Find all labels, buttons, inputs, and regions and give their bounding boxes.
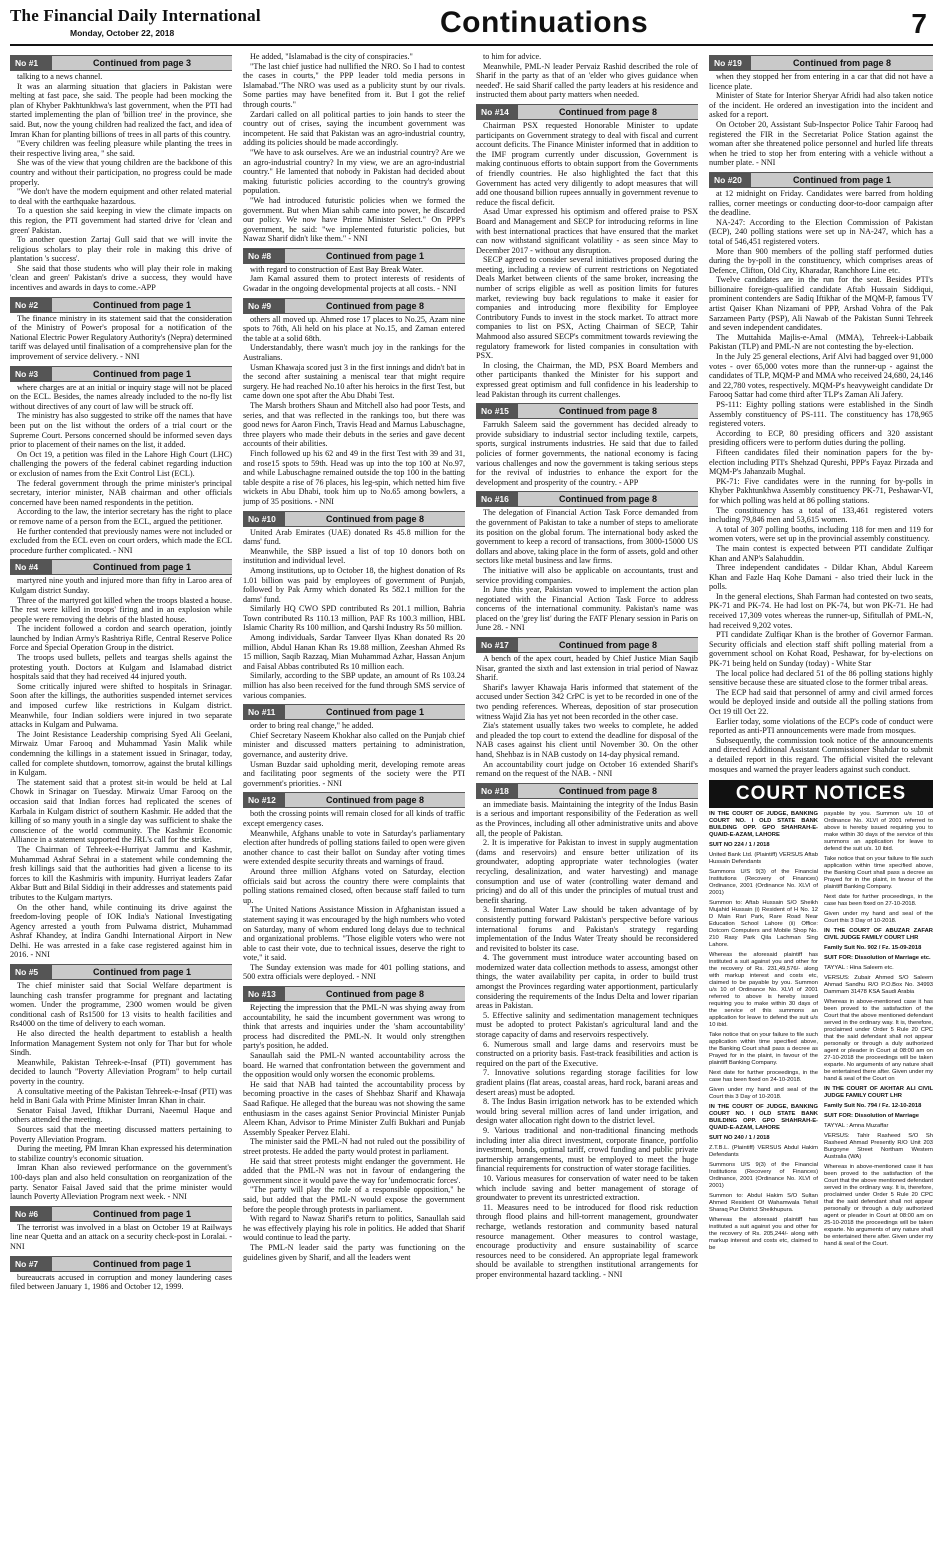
story-number-tag: No #8 [243, 249, 285, 263]
story-paragraph: The main contest is expected between PTI candidate Zulfiqar Khan and ANP's Salahuddin. [709, 543, 933, 563]
story-paragraph: The Sunday extension was made for 401 polling stations, and 500 extra officials were deployed. - NNI [243, 962, 465, 982]
court-notice-paragraph: Given under my hand and seal of the Court this 3 Day of 10-2018. [709, 1087, 818, 1101]
story-paragraph: He added, "Islamabad is the city of conspiracies." [250, 52, 413, 61]
story-paragraph: During the meeting, PM Imran Khan expressed his determination to stabilize country's economic situation. [10, 1144, 232, 1163]
story-header-bar [10, 1256, 232, 1272]
story-number-tag: No #1 [10, 56, 52, 70]
story-paragraph: Zardari called on all political parties to join hands to steer the country out of crises, saying the incumbent government was incompetent. He said that Pakistan was an agro-industrial country, adding its policies should be made accordingly. [243, 109, 465, 148]
story [10, 55, 232, 293]
story-paragraph: when they stopped her from entering in a car that did not have a licence plate. [709, 72, 933, 91]
court-notice-paragraph: Z.T.B.L. (Plaintiff) VERSUS Abdul Hakim Defendants [709, 1145, 818, 1159]
story-paragraph: 8. The Indus Basin irrigation network has to be extended which would bring several million acres of land under irrigation, and design water allocation right down to the district level. [476, 1097, 698, 1126]
continuation-heading: Continued from page 1 [92, 299, 191, 310]
story-paragraph: Similarly, according to the SBP update, an amount of Rs 103.24 million has also been received for the fund through SMS service of various companies. [243, 671, 465, 700]
story-paragraph: The incident followed a cordon and search operation, jointly launched by Indian Army's Rashtriya Rifle, Central Reserve Police Force and Special Operation Group in the district. [10, 624, 232, 653]
court-notice-paragraph: Next date for further proceedings, in the case has been fixed on 24-10-2018. [709, 1070, 818, 1084]
story-header-bar [476, 637, 698, 653]
court-notices [709, 780, 933, 1255]
story-paragraph: both the crossing points will remain closed for all kinds of traffic except emergency cases. [243, 809, 465, 828]
court-notice-paragraph: United Bank Ltd. (Plaintiff) VERSUS Aftab Hussain Defendants [709, 852, 818, 866]
story-paragraph: "The party will play the role of a responsible opposition," he said, but added that the PML-N would expose the government before the people through protests in parliament. [243, 1185, 465, 1214]
story-paragraph: Sources said that the meeting discussed matters pertaining to Poverty Alleviation Program. [10, 1124, 232, 1144]
story-paragraph: 7. Innovative solutions regarding storage facilities for low gradient plains (flat areas, coastal areas, hard rock, barani areas and desert areas) must be adopted. [476, 1068, 698, 1097]
story-paragraph: It was an alarming situation that glaciers in Pakistan were melting at fast pace, she said. The people had been mocking the plan of Khyber Pakhtunkhwa's last government, when the PTI had started implementing the plan of 'billion tree' in the province, she said. But, now the young children had realized the fact, and idea of Imran Khan for planting billions of trees in all parts of this country. [10, 81, 232, 139]
story-paragraph: 9. Various traditional and non-traditional financing methods including inter alia direct investment, corporate finance, portfolio investment, bonds, optimal tariff, crowd funding and public private partnership arrangements, must be employed to meet the huge financial requirements for construction of water storage facilities. [476, 1125, 698, 1174]
story-paragraph: 6. Numerous small and large dams and reservoirs must be constructed on a priority basis. Fast-track feasibilities and action is required on the part of the Executive. [476, 1039, 698, 1068]
continuation-heading: Continued from page 8 [558, 106, 657, 117]
story-paragraph: martyred nine youth and injured more than fifty in Laroo area of Kulgam district Sunday. [10, 576, 232, 595]
story [243, 511, 465, 701]
story-paragraph: Usman Buzdar said upholding merit, developing remote areas and facilitating poor segments of the society were the PTI government's priorities. - NNI [243, 759, 465, 788]
section-title: Continuations [440, 6, 649, 39]
story-paragraph: Three of the martyred got killed when the troops blasted a house. The rest were killed in troops' firing and in an explosion while people were removing the debris of the blasted house. [10, 595, 232, 624]
story-paragraph: The troops used bullets, pellets and teargas shells against the protesting youth. Doctors at Kulgam and Islamabad district hospitals said that they had received 44 injured youth. [10, 653, 232, 682]
story-paragraph: Farrukh Saleem said the government has decided already to provide subsidiary to industrial sector including textile, carpets, sports, surgical instruments industries. He said that due to failed policies of former governments, the national economy is facing various challenges and now the government is taking serious steps for the revival of industries to enhance the export for the development and prosperity of the country. - APP [476, 420, 698, 487]
story-paragraph: 3. International Water Law should be taken advantage of by consistently putting forward Pakistan's perspective before various international forums and Pakistan's strategy regarding implementation of the Indus Water Treaty should be reconsidered and revisited to bolster its case. [476, 905, 698, 953]
story-paragraph: The minister said the PML-N had not ruled out the possibility of street protests. He added the party would protest in parliament. [243, 1137, 465, 1156]
court-notice-paragraph: Summon to: Abdul Hakim S/O Sultan Ahmed Resident Of Wahamwala Tehsil Sharaq Pur District Sheikhupura. [709, 1193, 818, 1214]
story-paragraph: Among institutions, up to October 18, the highest donation of Rs 1.01 billion was paid by employees of government of Punjab, followed by Pak Army which donated Rs 582.1 million for the dams' fund. [243, 565, 465, 604]
story-number-tag: No #5 [10, 965, 52, 979]
story-paragraph: 4. The government must introduce water accounting based on modernized water data collection methods to assess, amongst other things, the water availability per capita, in order to build trust amongst the Provinces regarding water apportionment, particularly considering the requirements of the Indus Delta and lower riparian areas in Pakistan. [476, 953, 698, 1011]
story-paragraph: To a question she said keeping in view the climate impacts on this region, the PTI government had started drive for 'clean and green' Pakistan. [10, 206, 232, 235]
story-paragraph: "Every children was feeling pleasure while planting the trees in their respective living area, " she said. [10, 139, 232, 158]
story-header-bar [476, 403, 698, 419]
court-notices-right-column [824, 811, 933, 1255]
story [243, 248, 465, 294]
story-paragraph: Similarly HQ CWO SPD contributed Rs 201.1 million, Bahria Town contributed Rs 110.13 million, PAF Rs 100.3 million, HBL Islamic Charity Rs 100 million, and Qarshi Industry Rs 50 million. [243, 604, 465, 633]
story-paragraph: "We had introduced futuristic policies when we formed the government. But when Mian sahib came into power, he discarded our policy. We now have Prime Minister Select." On PPP's government, he said: "we implemented futuristic policies, but Nawaz Sharif didn't like them." - NNI [243, 195, 465, 244]
story-paragraph: The terrorist was involved in a blast on October 19 at Railways line near Quetta and an attack on a security check-post in Loralai. - NNI [10, 1222, 232, 1251]
continuation-heading: Continued from page 8 [325, 795, 424, 806]
story-paragraph: He said that street protests might endanger the government. He added that the PML-N was not in favour of endangering the government since it would pave the way for 'undemocratic forces'. [243, 1156, 465, 1185]
court-notice-paragraph: Family Suit No. 794 / Fz. 12-10-2018 [824, 1103, 922, 1110]
court-notice-paragraph: payable by you. Summon u/s 10 of Ordinance No. XLVI of 2001 referred to above is hereby issued requiring you to make within 30 days of the service of this summons an application for leave to defend the suit u/s. 10 ibid. [824, 811, 933, 853]
story-paragraph: at 12 midnight on Friday. Candidates were barred from holding rallies, corner meetings or conducting door-to-door campaign after the deadline. [709, 188, 933, 218]
story-paragraph: On October 20, Assistant Sub-Inspector Police Tahir Farooq had registered the FIR in the Secretariat Police Station against the woman after she threatened police personnel and hurled life threats when he tried to stop her from entering with a vehicle without a number plate. - NNI [709, 119, 933, 168]
story-paragraph: PTI candidate Zulfiqar Khan is the brother of Governor Farman. Security officials and election staff shift polling material from a government school on Kohat Road, Peshawar, for by-elections on PK-71 being held on Sunday (today) - White Star [709, 630, 933, 669]
story-paragraph: bureaucrats accused in corruption and money laundering cases filed between January 1, 1986 and October 12, 1999. [10, 1272, 232, 1292]
story-header-bar [10, 297, 232, 313]
story-paragraph: Sharif's lawyer Khawaja Haris informed that statement of the accused under Section 342 CrPC is yet to be recorded in one of the two pending references. Whereas, deposition of star prosecution witness Wajid Zia has yet not been recorded in the other case. [476, 682, 698, 721]
story-header-bar [10, 559, 232, 575]
story-paragraph: Zia's statement usually takes two weeks to complete, he added and pleaded the top court to extend the deadline for disposal of the NAB cases against his client until November 30. On the other hand, Shehbaz is in NAB custody on 14-day physical remand. [476, 721, 698, 759]
story-header-bar [476, 491, 698, 507]
court-notice-paragraph: Given under my hand and seal of the Court this 3 Day of 10-2018. [824, 911, 933, 925]
story [10, 366, 232, 556]
story [476, 783, 698, 1280]
story-paragraph: Subsequently, the commission took notice of the announcements and directed Additional Assistant Commissioner Shahdar to submit a detailed report in this regard. The official visited the relevant mosques and warned the prayer leaders against such conduct. [709, 735, 933, 774]
story-paragraph: He further contended that previously names were not included or excluded from the ECL even on court orders, which made the ECL procedure further complicated. - NNI [10, 526, 232, 555]
story [10, 964, 232, 1202]
story-paragraph: "We don't have the modern equipment and other related material to deal with the earthquake hazardous. [10, 187, 232, 206]
court-notice-paragraph: IN THE COURT OF JUDGE, BANKING COURT NO. I OLD STATE BANK BUILDING OPP. GPO SHAHRAH-E-QUAID-E-AZAM, LAHORE [709, 811, 818, 839]
court-notice-paragraph: Whereas in above-mentioned case it has been proved to the satisfaction of the Court that the above mentioned defendant served in the ordinary way. It is, therefore, proclaimed under Order 5 Rule 20 CPC that the said defendant shall not appear personally or through a duly authorized agent or pleader in Court at 08:00 am on 27-10-2018 the proceedings will be taken exparte. No arguments of any nature shall be entertained there after. Given under my hand & seal of the Court on [824, 999, 933, 1083]
story-header-bar [709, 55, 933, 71]
story [476, 104, 698, 399]
story [243, 298, 465, 507]
continuation-heading: Continued from page 8 [558, 640, 657, 651]
continuation-heading: Continued from page 1 [92, 967, 191, 978]
story-paragraph: Chairman PSX requested Honorable Minister to update participants on Government strategy to deal with fiscal and current account deficits. The Finance Minister informed that in addition to the IMF program currently under discussion, Government is making continuous efforts to obtain support from the Governments of friendly countries. He also highlighted the fact that this Government has acted very diligently to adopt measures that will add one thousand billion rupees annually in government revenue to reduce the fiscal deficit. [476, 120, 698, 207]
story [10, 559, 232, 960]
story-number-tag: No #15 [476, 404, 518, 418]
story-header-bar [10, 1206, 232, 1222]
court-notice-paragraph: VERSUS: Zubair Ahmed S/O Saleem Ahmad Sandhu R/O P.O.Box No. 34993 Dammam 31478 KSA Saudi Arabia [824, 975, 933, 996]
story-header-bar [243, 248, 465, 264]
story-number-tag: No #12 [243, 793, 285, 807]
story-number-tag: No #11 [243, 705, 285, 719]
story-paragraph: "The last chief justice had nullified the NRO. So I had to contest the cases in courts," the PPP leader told media persons in Islamabad."The NRO was used as a publicity stunt by our rivals. Some parties may have benefited from it. But I got the relief through courts." [243, 61, 465, 109]
story-paragraph: Usman Khawaja scored just 3 in the first innings and didn't bat in the second after sustaining a meniscal tear that might require surgery. He had reached No.10 after his heroics in the first Test, but came down one spot after the Abu Dhabi Test. [243, 362, 465, 401]
story-number-tag: No #2 [10, 298, 52, 312]
story-header-bar [476, 783, 698, 799]
story-paragraph: PS-111: Eighty polling stations were established in the Sindh Assembly constituency of PS-111. The constituency has 178,965 registered voters. [709, 400, 933, 429]
court-notices-banner: COURT NOTICES [709, 780, 933, 808]
continuation-heading: Continued from page 1 [92, 368, 191, 379]
court-notice-paragraph: Take notice that on your failure to file such application within time specified above, the Banking Court shall pass a decree as Prayed for in the plaint, in favour of the plaintiff Banking Company. [824, 856, 933, 891]
story-paragraph: Among individuals, Sardar Tanveer Ilyas Khan donated Rs 20 million, Abdul Hanan Khan Rs 19.88 million, Zeeshan Ahmed Rs 15 million, Saqib Razzaq, Mian Muhammad Azhar, Hassan Anjum and Faisal Abbas contributed Rs 10 million each. [243, 633, 465, 671]
story-header-bar [243, 986, 465, 1002]
story-paragraph: He also directed the health department to establish a health Information Management System not only for Thar but for whole Sindh. [10, 1029, 232, 1058]
continuation-heading: Continued from page 8 [325, 513, 424, 524]
continuation-heading: Continued from page 1 [92, 1258, 191, 1269]
story [243, 704, 465, 788]
story [476, 637, 698, 779]
continuation-heading: Continued from page 3 [92, 58, 191, 68]
story-paragraph: The local police had declared 51 of the 86 polling stations highly sensitive because these are situated close to the former tribal areas. [709, 668, 933, 688]
story-paragraph: "We have to ask ourselves. Are we an industrial country? Are we an agro-industrial country? In my view, we are an agro-industrial country." He lamented that nobody in Pakistan had decided about making futuristic policies according to the country's growing population. [243, 147, 465, 196]
continuation-heading: Continued from page 8 [325, 300, 424, 311]
court-notice-paragraph: IN THE COURT OF JUDGE, BANKING COURT NO. I OLD STATE BANK BUILDING OPP. GPO SHAHRAH-E-QUAID-E-AZAM, LAHORE [709, 1104, 818, 1132]
court-notice-paragraph: Whereas in above-mentioned case it has been proved to the satisfaction of the Court that the above mentioned defendant served in the ordinary way. It is, therefore, proclaimed under Order 5 Rule 20 CPC that the said defendant shall not appear personally or through a duly authorized agent or pleader in Court at 08:00 am on 25-10-2018 the proceedings will be taken exparte. No arguments of any nature shall be entertained there after. Given under my hand & seal of the Court. [824, 1164, 933, 1248]
newspaper-name: The Financial Daily International [10, 6, 261, 25]
column-2 [243, 52, 465, 1548]
story-paragraph: The initiative will also be applicable on accountants, trust and service providing companies. [476, 565, 698, 585]
story-paragraph: Understandably, there wasn't much joy in the rankings for the Australians. [243, 343, 465, 363]
story [476, 403, 698, 487]
story-paragraph: Meanwhile, the SBP issued a list of top 10 donors both on institution and individual level. [243, 546, 465, 566]
story-number-tag: No #14 [476, 105, 518, 119]
story-paragraph: Jam Kamal assured them to protect interests of residents of Gwadar in the ongoing developmental projects at all costs. - NNI [243, 274, 465, 294]
court-notice-paragraph: IN THE COURT OF AKHTAR ALI CIVIL JUDGE FAMILY COURT LHR [824, 1086, 933, 1100]
court-notice-paragraph: VERSUS: Tahir Rasheed S/O Sh Rasheed Ahmad Presently R/O Unit 203 Burgoyne Street Northam Western Australia (WA) [824, 1133, 933, 1161]
story-paragraph: Rejecting the impression that the PML-N was shying away from accountability, he said the incumbent government was wrong to think that arrests and inquiries under the 'sham accountability' process had discredited the PML-N. It would only strengthen party's position, he added. [243, 1003, 465, 1051]
story-paragraph: The ECP had said that personnel of army and civil armed forces would be deployed inside and outside all the polling stations from Oct 19 till Oct 22. [709, 687, 933, 716]
story-number-tag: No #13 [243, 987, 285, 1001]
story-header-bar [10, 55, 232, 71]
story-paragraph: To another question Zartaj Gull said that we will invite the religious scholars to play their role in making this drive of plantation 's success'. [10, 235, 232, 264]
continuation-heading: Continued from page 1 [325, 250, 424, 261]
story-number-tag: No #7 [10, 1257, 52, 1271]
story [10, 297, 232, 362]
story-paragraph: 10. Various measures for conservation of water need to be taken which include saving and better management of storage of groundwater to prevent its unrestricted extraction. [476, 1173, 698, 1203]
story-number-tag: No #17 [476, 638, 518, 652]
columns [10, 52, 933, 1548]
story [243, 986, 465, 1262]
story-paragraph: According to ECP, 80 presiding officers and 320 assistant presiding officers were to perform duties during the polling. [709, 428, 933, 448]
story [243, 52, 465, 244]
story-paragraph: The Muttahida Majlis-e-Amal (MMA), Tehreek-i-Labbaik Pakistan (TLP) and PML-N are not contesting the by-election. [709, 332, 933, 352]
court-notice-paragraph: SUIT FOR: Dissolution of Marriage [824, 1113, 920, 1120]
story-number-tag: No #10 [243, 512, 285, 526]
story-paragraph: A total of 307 polling booths, including 118 for men and 119 for women voters, were set up in the provincial assembly constituency. [709, 524, 933, 544]
story [709, 55, 933, 168]
story-paragraph: Around three million Afghans voted on Saturday, election officials said but across the country there were complaints that polling stations remained closed, often because staff failed to turn up. [243, 866, 465, 905]
story-paragraph: where charges are at an initial or inquiry stage will not be placed on the ECL. Besides, the names already included to the no-fly list without directives of any court of law will be struck off. [10, 382, 232, 411]
story [709, 172, 933, 774]
story [476, 52, 698, 100]
story-paragraph: Three independent candidates - Dildar Khan, Abdul Kareem Khan and Fazle Haq Kohe Damani - also tried their luck in the polls. [709, 563, 933, 592]
story-paragraph: The constituency has a total of 133,461 registered voters including 79,846 men and 53,615 women. [709, 505, 933, 525]
court-notice-paragraph: TAYYAL : Amna Muzaffar [824, 1123, 889, 1130]
story [10, 1256, 232, 1292]
story-paragraph: Fifteen candidates filed their nomination papers for the by-election including PTI's Shehzad Qureshi, PPP's Fayaz Pirzada and MQM-P's Jahanzaib Mughal. [709, 447, 933, 477]
story-paragraph: The United Nations Assistance Mission in Afghanistan issued a statement saying it was encouraged by the high numbers who voted on Saturday, many of whom endured long delays due to technical and organizational problems. "Those eligible voters who were not able to cast their vote, due to technical issues, deserve the right to vote," it said. [243, 905, 465, 963]
column-1 [10, 52, 232, 1548]
story-number-tag: No #4 [10, 560, 52, 574]
story-paragraph: The delegation of Financial Action Task Force demanded from the government of Pakistan to take a number of steps to ameliorate its position on the global forum. The international body asked the government to keep a record of transactions, from 3000-15000 US dollars and above, taking place in the form of assets, gold and other sectors like metal business and law firms. [476, 508, 698, 566]
issue-date: Monday, October 22, 2018 [70, 28, 175, 38]
continuation-heading: Continued from page 8 [558, 494, 657, 505]
story-paragraph: with regard to construction of East Bay Break Water. [250, 264, 424, 274]
story-paragraph: 11. Measures need to be introduced for flood risk reduction through flood plains and hill-torrent management, groundwater recharge, wetlands restoration and community based natural resource management. Other measures to control wastage, encourage productivity and ensure sustainability of scarce resources need to be considered. An appropriate legal framework should be available to strengthen institutional arrangements for proper environmental hazard tackling. - NNI [476, 1202, 698, 1279]
court-notice-paragraph: IN THE COURT OF ABUZAR ZAFAR CIVIL JUDGE FAMILY COURT LHR [824, 928, 933, 942]
story-number-tag: No #19 [709, 56, 751, 70]
story-number-tag: No #3 [10, 367, 52, 381]
court-notice-paragraph: Next date for further proceedings, in the case has been fixed on 27-10-2018. [824, 894, 933, 908]
court-notice-paragraph: Summons U/S 9(3) of the Financial Institutions (Recovery of Finances) Ordinance, 2001 (Ordinance No. XLVI of 2001) [709, 1162, 818, 1190]
story-paragraph: A bench of the apex court, headed by Chief Justice Mian Saqib Nisar, granted the sixth and last extension in trial period of Nawaz Sharif. [476, 654, 698, 683]
story-paragraph: Minister of State for Interior Sheryar Afridi had also taken notice of the incident. He ordered an investigation into the incident and asked for a report. [709, 91, 933, 120]
story-paragraph: She was of the view that young children are the backbone of this country and without their participation, no progress could be made properly. [10, 158, 232, 187]
story-header-bar [243, 511, 465, 527]
story-paragraph: In closing, the Chairman, the MD, PSX Board Members and other participants thanked the Minister for his support and expressed great optimism and full confidence in his leadership to lead Pakistan through its current challenges. [476, 360, 698, 399]
story-paragraph: On the other hand, while continuing its drive against the freedom-loving people of IOK India's National Investigating Agency arrested a youth from Pulwama district, Muhammad Ashraf Khandey, at Indira Gandhi International Airport in New Delhi. He was arrested in a fake case registered against him in 2016. - NNI [10, 902, 232, 960]
story [243, 792, 465, 982]
story-paragraph: The Marsh brothers Shaun and Mitchell also had poor Tests, and series, and that was reflected in the rankings too, but there was good news for Aaron Finch, Travis Head and Marnus Labuschagne, three players who made their debuts in the series and gave decent accounts of their abilities. [243, 401, 465, 449]
story-paragraph: She said that those students who will play their role in making 'clean and green' Pakistan's drive a success, they would have incentives and awards in days to come.-APP [10, 263, 232, 293]
story-paragraph: 5. Effective salinity and sedimentation management techniques must be adopted to protect Pakistan's agricultural land and the storage capacity of dams and reservoirs respectively. [476, 1010, 698, 1040]
story-paragraph: An accountability court judge on October 16 extended Sharif's remand on the request of the NAB. - NNI [476, 759, 698, 779]
story-header-bar [243, 704, 465, 720]
court-notice-paragraph: SUIT FOR: Dissolution of Marriage etc. [824, 955, 931, 962]
column-4 [709, 52, 933, 1548]
story-paragraph: Senator Faisal Javed, Iftikhar Durrani, Naeemul Haque and others attended the meeting. [10, 1105, 232, 1125]
story-paragraph: The chief minister said that Social Welfare department is launching cash transfer programme for pregnant and lactating women. Under the programme, 2300 women would be given conditional cash of Rs1500 for 13 visits to health facilities and Rs4000 on the time of delivery to each woman. [10, 981, 232, 1029]
story-paragraph: Finch followed up his 62 and 49 in the first Test with 39 and 31, and rose15 spots to 59th. Head was up into the top 100 at No.97, and while Labuschagne remained outside the top 100 in the batting table despite a rise of 76 places, his leg-spin, which netted him five wickets in Abu Dhabi, took him up to No.65 among bowlers, a jump of 35 positions. - NNI [243, 448, 465, 506]
story-paragraph: Some critically injured were shifted to hospitals in Srinagar. Soon after the killings, the authorities suspended internet services and imposed curfew like restrictions in Kulgam district. Meanwhile, four Indian soldiers were injured in two separate attacks in Kulgam and Pulwama. [10, 681, 232, 730]
story-paragraph: In the general elections, Shah Farman had contested on two seats, PK-71 and PK-74. He had lost on PK-74, but won PK-71. He had received 17,309 votes whereas the runner-up, Sifitullah of PML-N, had received 9,202 votes. [709, 591, 933, 630]
story-paragraph: The finance ministry in its statement said that the consideration of the Ministry of Power's proposal for a notification of the National Electric Power Regulatory Authority's (Nepra) determined tariff was delayed until finalisation of a comprehensive plan for the improvement of service delivery. - NNI [10, 313, 232, 362]
story-header-bar [243, 298, 465, 314]
story-paragraph: Imran Khan also reviewed performance on the government's 100-days plan and also held consultation on reorganization of the party. Senator Faisal Javed said that the prime minister would launch Poverty Alleviation Program next week. - NNI [10, 1163, 232, 1202]
continuation-heading: Continued from page 1 [792, 174, 891, 185]
story-paragraph: Meanwhile, Afghans unable to vote in Saturday's parliamentary election after hundreds of polling stations failed to open were given another chance to cast their ballot on Sunday after voting times were extended despite security threats and warnings of fraud. [243, 828, 465, 867]
story-header-bar [243, 792, 465, 808]
story-paragraph: to him for advice. [483, 52, 542, 61]
masthead-rule [10, 44, 933, 46]
story-paragraph: The Chairman of Tehreek-e-Hurriyat Jammu and Kashmir, Muhammad Ashraf Sehrai in a statement while condemning the fresh killings said that the authorities had given a license to its forces to kill the Kashmiris with impunity. Hurriyat leaders Zafar Akbar Butt and Bilal Siddiqi in their addresses and statements paid tributes to the Kulgam martyrs. [10, 844, 232, 902]
story-paragraph: A consultative meeting of the Pakistan Tehreek-e-Insaf (PTI) was held in Bani Gala with Prime Minister Imran Khan in chair. [10, 1086, 232, 1106]
story-paragraph: Chief Secretary Naseem Khokhar also called on the Punjab chief minister and discussed matters pertaining to administration, governance, and austerity drive. [243, 730, 465, 759]
story-number-tag: No #18 [476, 784, 518, 798]
story-paragraph: Earlier today, some violations of the ECP's code of conduct were reported as anti-PTI announcements were made from mosques. [709, 716, 933, 736]
story-paragraph: Sanaullah said the PML-N wanted accountability across the board. He warned that confrontation between the government and the opposition would only worsen the economic problems. [243, 1051, 465, 1080]
story-paragraph: SECP agreed to consider several initiatives proposed during the meeting, including a review of current restrictions on Negotiated Deals Market between clients of the same broker, increasing the number of scrips eligible as well as position limits for futures market, reviewing buy back regulations to make it easier for companies and introducing more flexibility for Employee Contributory Funds to invest in the stock market. To attract more companies to list on PSX, Acting Chairman of SECP, Tahir Mahmood also assured SECP's commitment towards reviewing the regulatory framework for listed companies in consultation with PSX. [476, 255, 698, 361]
story-header-bar [10, 366, 232, 382]
court-notice-paragraph: Whereas the aforesaid plaintiff has instituted a suit against you and other for the recovery of Rs. 231,49,576/- along with markup interest and costs etc, claimed to be payable by you. Summon u/s 10 of Ordinance No. XLVI of 2001 referred to above is hereby issued requiring you to make within 30 days of the service of this summons an application for leave to defend the suit u/s 10 ibid. [709, 952, 818, 1029]
story-paragraph: PK-71: Five candidates were in the running for by-polls in Khyber Pakhtunkhwa Assembly constituency PK-71, Peshawar-VI, for which polling was held at 86 polling stations. [709, 476, 933, 505]
court-notice-paragraph: Take notice that on your failure to file such application within time specified above, the Banking Court shall pass a decree as Prayed for in the plaint, in favour of the plaintiff Banking Company. [709, 1032, 818, 1067]
story-paragraph: In the July 25 general elections, Arif Alvi had bagged over 91,000 votes - over 65,000 votes more than the runner-up - against the candidates of TLP, MQM-P and MMA who received 24,680, 24,146 and 22,780 votes, respectively. MQM-P's heavyweight candidate Dr Farooq Sattar had come third after TLP's Zaman Ali Jafery. [709, 352, 933, 400]
story-paragraph: NA-247: According to the Election Commission of Pakistan (ECP), 240 polling stations were set up in NA-247, which has a total of 546,451 registered voters. [709, 217, 933, 246]
story-paragraph: Twelve candidates are in the run for the seat. Besides PTI's billionaire foreign-qualified candidate Aftab Hussain Siddiqui, prominent contenders are Sadiq Iftikhar of the MQM-P, famous TV artist Qaiser Khan Nizamani of PPP, Arshad Vohra of the Pak Sarzameen Party (PSP), Ali Nawab of the Pakistan Sunni Tehreek and seven independent candidates. [709, 275, 933, 333]
page-number: 7 [911, 8, 927, 39]
court-notice-paragraph: Summon to: Aftab Hussain S/O Sheikh Mujahid Hussain (i) Resident of H No. 12 D Main Rari Park, Rare Road Near Education School Lahore (ii) Office: Dotcom Computers and Mobile Shop No. 210 Rasy Park Qila Lachman Sing Lahore. [709, 900, 818, 949]
story-paragraph: According to the law, the interior secretary has the right to place or remove name of a person from the ECL, argued the petitioner. [10, 507, 232, 526]
story-header-bar [10, 964, 232, 980]
story-paragraph: talking to a news channel. [17, 72, 103, 81]
continuation-heading: Continued from page 8 [792, 58, 891, 68]
story-header-bar [709, 172, 933, 188]
court-notices-left-column [709, 811, 818, 1255]
story-paragraph: United Arab Emirates (UAE) donated Rs 45.8 million for the dams' fund. [243, 527, 465, 547]
column-3 [476, 52, 698, 1548]
court-notice-paragraph: SUIT NO 240 / 1 / 2018 [709, 1135, 770, 1142]
story-paragraph: Meanwhile, Pakistan Tehreek-e-Insaf (PTI) government has decided to launch "Poverty Alleviation Program" to help curtail poverty in the country. [10, 1057, 232, 1086]
story-header-bar [476, 104, 698, 120]
story-paragraph: In June this year, Pakistan vowed to implement the action plan negotiated with the Financial Action Task Force to address concerns of the international community. Pakistan's name was placed on the 'grey list' during the FATF Plenary session in Paris on June 28. - NNI [476, 585, 698, 633]
story-paragraph: More than 900 members of the polling staff performed duties during the by-poll in the constituency, which comprises areas of Defence, Clifton, Old City, Kharadar, Ranchhore Line etc. [709, 246, 933, 275]
continuation-heading: Continued from page 8 [558, 406, 657, 417]
continuation-heading: Continued from page 8 [558, 785, 657, 796]
story [10, 1206, 232, 1252]
story-paragraph: The federal government through the prime minister's principal secretary, interior minister, NAB chairman and other officials concerned have been named respondents in the petition. [10, 478, 232, 507]
story-paragraph: The PML-N leader said the party was functioning on the guidelines given by Sharif, and all the leaders went [243, 1242, 465, 1262]
court-notice-paragraph: Family Suit No. 902 / Fz. 15-09-2018 [824, 945, 922, 952]
story-number-tag: No #6 [10, 1207, 52, 1221]
story-paragraph: The statement said that a protest sit-in would be held at Lal Chowk in Srinagar on Tuesday. Mirwaiz Umar Farooq on the occasion said that Indian forces had replicated the scenes of Karbala in Kulgam district of southern Kashmir. He added that the killing of so many youth in a single day was sufficient to shake the conscience of the world community. The Kashmir Economic Alliance in a statement supported the JRL's call for the strike. [10, 777, 232, 845]
story-paragraph: others all moved up. Ahmed rose 17 places to No.25, Azam nine spots to 76th, Ali held on his place at No.15, and Zaman entered the table at a solid 68th. [243, 314, 465, 343]
court-notices-columns [709, 811, 933, 1255]
masthead [10, 6, 933, 46]
story-paragraph: The Joint Resistance Leadership comprising Syed Ali Geelani, Mirwaiz Umar Farooq and Muhammad Yasin Malik while condemning the killings in a statement issued in Srinagar, today, called for complete shutdown, tomorrow, against the brutal killings in Kulgam. [10, 729, 232, 778]
story-number-tag: No #20 [709, 173, 751, 187]
story-paragraph: 2. It is imperative for Pakistan to invest in supply augmentation (dams and reservoirs) and ensure better utilization of its groundwater, adopting appropriate water technologies (water recycling, desalinization, and water harvesting) and manage consumption and use of water (controlling water demand and pricing) and do all of this under the principles of mutual trust and benefit sharing. [476, 838, 698, 905]
story-paragraph: Meanwhile, PML-N leader Pervaiz Rashid described the role of Sharif in the party as that of an 'elder who gives guidance when needed'. He said Sharif called the party leaders at his residence and instructed them about party matters when needed. [476, 61, 698, 100]
story-paragraph: He said that NAB had tainted the accountability process by becoming proactive in the cases of Shehbaz Sharif and Khawaja Saad Rafique. He alleged that the bureau was not showing the same enthusiasm in the cases against Senior Provincial Minister Punjab Aleem Khan, Advisor to Prime Minister Zulfi Bukhari and Punjab Assembly Speaker Pervez Elahi. [243, 1079, 465, 1137]
court-notice-paragraph: Summons U/S 9(3) of the Financial Institutions (Recovery of Finances) Ordinance, 2001 (Ordinance No. XLVI of 2001) [709, 869, 818, 897]
story-paragraph: an immediate basis. Maintaining the integrity of the Indus Basin is a serious and important responsibility of the Federation as well as the Provinces, including all other administrative units and above all, the people of Pakistan. [476, 799, 698, 838]
story-paragraph: With regard to Nawaz Sharif's return to politics, Sanaullah said he was effectively playing his role in politics. He added that Sharif would continue to lead the party. [243, 1214, 465, 1243]
continuation-heading: Continued from page 1 [92, 1208, 191, 1219]
story-number-tag: No #9 [243, 299, 285, 313]
court-notice-paragraph: TAYYAL : Hina Saleem etc. [824, 965, 894, 972]
continuation-heading: Continued from page 8 [325, 989, 424, 1000]
story-paragraph: On Oct 19, a petition was filed in the Lahore High Court (LHC) challenging the powers of the federal cabinet regarding induction or exclusion of names from the Exit Control List (ECL). [10, 449, 232, 478]
continuation-heading: Continued from page 1 [325, 707, 424, 718]
court-notice-paragraph: SUIT NO 224 / 1 / 2018 [709, 842, 770, 849]
story-paragraph: order to bring real change," he added. [250, 721, 374, 731]
story-paragraph: Asad Umar expressed his optimism and offered praise to PSX Board and Management and SECP for introducing reforms in line with best international practices that have ensured that the market can now withstand significant volatility - as seen since May to December 2017 - without any disruption. [476, 207, 698, 255]
court-notice-paragraph: Whereas the aforesaid plaintiff has instituted a suit against you and other for the recovery of Rs. 205,244/- along with markup interest and costs etc, claimed to be [709, 1217, 818, 1252]
story [476, 491, 698, 633]
story-paragraph: The ministry has also suggested to strike off the names that have been put on the list without the orders of a trial court or the Supreme Court. Persons concerned should be informed seven days prior to placement of their names on the list, it added. [10, 411, 232, 450]
continuation-heading: Continued from page 1 [92, 562, 191, 573]
story-number-tag: No #16 [476, 492, 518, 506]
